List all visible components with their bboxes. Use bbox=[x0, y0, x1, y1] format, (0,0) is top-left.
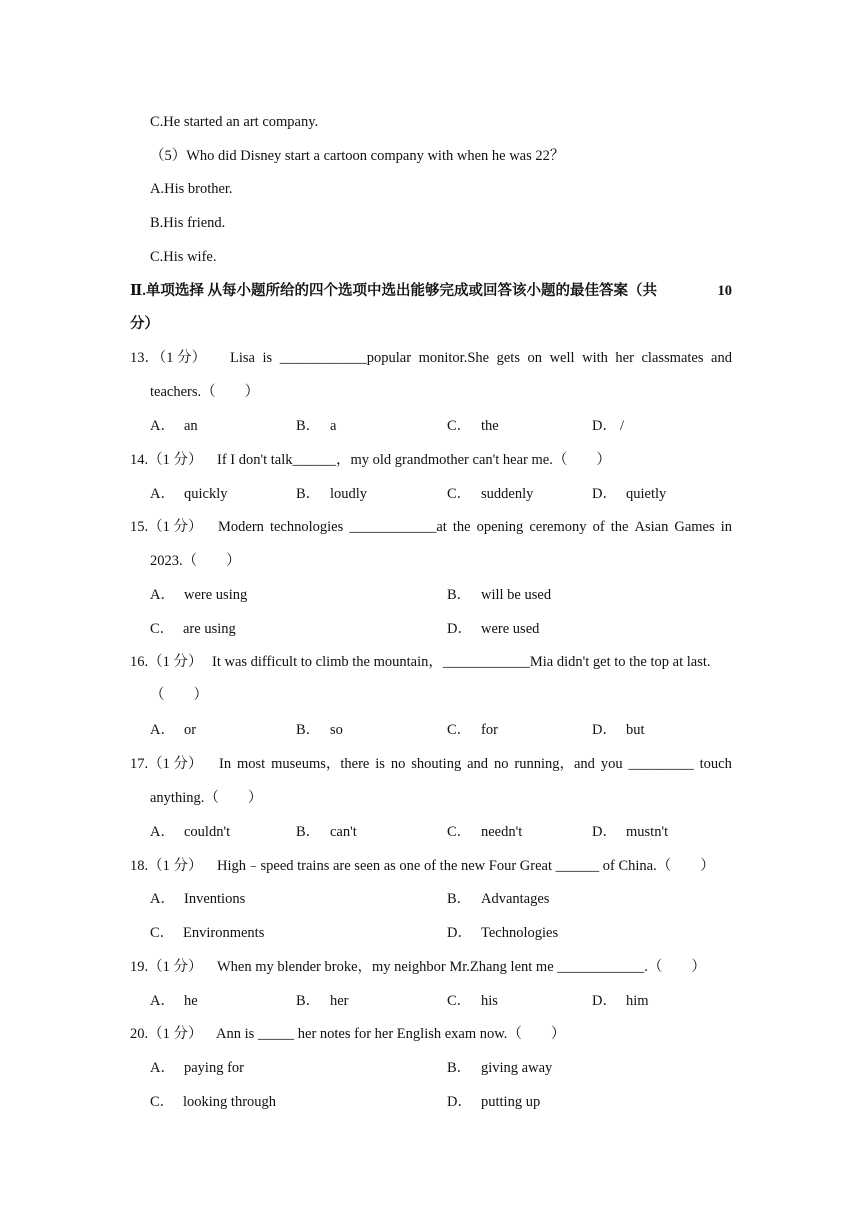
word: running，and bbox=[514, 756, 595, 772]
q17-option-a[interactable] bbox=[150, 822, 230, 842]
option-letter: C． bbox=[447, 486, 472, 502]
section-heading-text: Ⅱ.单项选择 从每小题所给的四个选项中选出能够完成或回答该小题的最佳答案（共 bbox=[130, 283, 657, 299]
q20-option-a[interactable] bbox=[150, 1058, 244, 1078]
q17-option-d[interactable] bbox=[592, 822, 668, 842]
q16-stem: It was difficult to climb the mountain，____________Mia didn't get to the top at last. bbox=[212, 654, 711, 670]
q16-option-b[interactable] bbox=[296, 720, 343, 740]
word: on bbox=[527, 350, 543, 366]
option-letter: C． bbox=[150, 621, 175, 637]
word: her bbox=[615, 350, 634, 366]
option-text: Environments bbox=[183, 925, 265, 941]
word: Games bbox=[674, 519, 715, 535]
word: well bbox=[549, 350, 575, 366]
q19-option-b[interactable] bbox=[296, 991, 349, 1011]
option-text: looking through bbox=[183, 1094, 277, 1110]
q17-option-c[interactable] bbox=[447, 822, 522, 842]
word: shouting bbox=[411, 756, 462, 772]
option-text: were used bbox=[481, 621, 540, 637]
q13-stem bbox=[230, 348, 732, 368]
option-letter: A． bbox=[150, 486, 175, 502]
q13-number: 13．（1 分） bbox=[130, 350, 207, 366]
word: of bbox=[592, 519, 605, 535]
option-text: needn't bbox=[481, 824, 523, 840]
option-letter: D． bbox=[592, 824, 617, 840]
word: ceremony bbox=[529, 519, 587, 535]
reading-q4-option-c: C.He started an art company. bbox=[150, 114, 319, 130]
q20-option-c[interactable] bbox=[150, 1092, 276, 1112]
q16-option-c[interactable] bbox=[447, 720, 498, 740]
reading-q5-option-b: B.His friend. bbox=[150, 215, 226, 231]
option-letter: A． bbox=[150, 587, 175, 603]
option-text: putting up bbox=[481, 1094, 541, 1110]
q13-option-c[interactable] bbox=[447, 416, 499, 436]
word: In bbox=[219, 756, 232, 772]
q19-stem: When my blender broke，my neighbor Mr.Zhang lent me ____________.（ ） bbox=[217, 959, 706, 975]
option-letter: B． bbox=[296, 993, 321, 1009]
option-text: an bbox=[184, 418, 198, 434]
word: touch bbox=[699, 756, 732, 772]
q15-number: 15.（1 分） bbox=[130, 519, 203, 535]
q15-option-b[interactable] bbox=[447, 585, 551, 605]
q18-number: 18.（1 分） bbox=[130, 858, 203, 874]
option-letter: D． bbox=[592, 486, 617, 502]
q15-stem bbox=[218, 517, 732, 537]
q18-option-a[interactable] bbox=[150, 889, 245, 909]
word: most bbox=[237, 756, 266, 772]
q16-number: 16.（1 分） bbox=[130, 654, 203, 670]
word: and bbox=[467, 756, 489, 772]
q15-option-a[interactable] bbox=[150, 585, 247, 605]
word: ____________popular bbox=[279, 350, 412, 366]
option-text: paying for bbox=[184, 1060, 244, 1076]
q15-option-c[interactable] bbox=[150, 619, 236, 639]
word: monitor.She bbox=[418, 350, 490, 366]
option-text: are using bbox=[183, 621, 236, 637]
option-text: but bbox=[626, 722, 645, 738]
q20-stem: Ann is _____ her notes for her English exam now.（ ） bbox=[216, 1026, 566, 1042]
word: _________ bbox=[628, 756, 694, 772]
option-letter: D． bbox=[447, 621, 472, 637]
option-text: couldn't bbox=[184, 824, 231, 840]
option-text: mustn't bbox=[626, 824, 669, 840]
q13-option-b[interactable] bbox=[296, 416, 336, 436]
option-letter: A． bbox=[150, 722, 175, 738]
word: gets bbox=[496, 350, 520, 366]
option-text: giving away bbox=[481, 1060, 553, 1076]
section-heading-score: 10 bbox=[717, 283, 732, 299]
option-text: were using bbox=[184, 587, 248, 603]
option-letter: A． bbox=[150, 418, 175, 434]
q14-stem: If I don't talk______，my old grandmother can't hear me.（ ） bbox=[217, 452, 611, 468]
option-letter: B． bbox=[447, 587, 472, 603]
option-text: suddenly bbox=[481, 486, 534, 502]
word: in bbox=[720, 519, 732, 535]
option-text: he bbox=[184, 993, 198, 1009]
q14-option-b[interactable] bbox=[296, 484, 367, 504]
option-letter: A． bbox=[150, 824, 175, 840]
option-letter: D． bbox=[592, 722, 617, 738]
option-letter: C． bbox=[447, 722, 472, 738]
word: Asian bbox=[634, 519, 669, 535]
reading-q5-option-c: C.His wife. bbox=[150, 249, 217, 265]
q14-option-c[interactable] bbox=[447, 484, 533, 504]
option-text: her bbox=[330, 993, 349, 1009]
option-text: the bbox=[481, 418, 499, 434]
option-letter: C． bbox=[150, 1094, 175, 1110]
option-letter: C． bbox=[447, 824, 472, 840]
q18-option-b[interactable] bbox=[447, 889, 549, 909]
option-letter: B． bbox=[296, 486, 321, 502]
word: you bbox=[600, 756, 623, 772]
option-text: so bbox=[330, 722, 343, 738]
word: with bbox=[582, 350, 608, 366]
option-text: quickly bbox=[184, 486, 228, 502]
q14-option-d[interactable] bbox=[592, 484, 666, 504]
option-text: quietly bbox=[626, 486, 667, 502]
q17-stem-cont: anything.（ ） bbox=[150, 790, 263, 806]
q18-option-c[interactable] bbox=[150, 923, 264, 943]
word: is bbox=[375, 756, 385, 772]
q19-option-a[interactable] bbox=[150, 991, 198, 1011]
q19-number: 19.（1 分） bbox=[130, 959, 203, 975]
option-text: loudly bbox=[330, 486, 368, 502]
q20-number: 20.（1 分） bbox=[130, 1026, 203, 1042]
option-text: Technologies bbox=[481, 925, 559, 941]
option-text: will be used bbox=[481, 587, 552, 603]
reading-q5-stem: （5）Who did Disney start a cartoon company with when he was 22？ bbox=[150, 148, 565, 164]
option-letter: B． bbox=[296, 824, 321, 840]
q15-option-d[interactable] bbox=[447, 619, 539, 639]
q16-stem-cont: （ ） bbox=[150, 687, 208, 703]
option-letter: D． bbox=[447, 925, 472, 941]
word: is bbox=[262, 350, 273, 366]
option-text: for bbox=[481, 722, 498, 738]
word: no bbox=[493, 756, 509, 772]
option-text: can't bbox=[330, 824, 357, 840]
word: technologies bbox=[269, 519, 344, 535]
q18-option-d[interactable] bbox=[447, 923, 558, 943]
option-text: his bbox=[481, 993, 498, 1009]
option-letter: B． bbox=[447, 891, 472, 907]
section-heading-cont: 分） bbox=[130, 316, 159, 332]
q13-stem-cont: teachers.（ ） bbox=[150, 384, 260, 400]
option-text: Inventions bbox=[184, 891, 246, 907]
q13-option-d[interactable] bbox=[592, 416, 624, 436]
word: ____________at bbox=[349, 519, 447, 535]
word: opening bbox=[476, 519, 524, 535]
option-letter: B． bbox=[296, 418, 321, 434]
option-letter: D． bbox=[592, 993, 617, 1009]
q19-option-d[interactable] bbox=[592, 991, 649, 1011]
q14-option-a[interactable] bbox=[150, 484, 228, 504]
word: classmates bbox=[641, 350, 704, 366]
word: Modern bbox=[218, 519, 264, 535]
option-text: or bbox=[184, 722, 197, 738]
option-letter: B． bbox=[447, 1060, 472, 1076]
q14-number: 14.（1 分） bbox=[130, 452, 203, 468]
q13-option-a[interactable] bbox=[150, 416, 198, 436]
option-letter: A． bbox=[150, 1060, 175, 1076]
word: the bbox=[452, 519, 471, 535]
q18-stem: High﹣speed trains are seen as one of the new Four Great ______ of China.（ ） bbox=[217, 858, 715, 874]
q17-number: 17.（1 分） bbox=[130, 756, 203, 772]
q16-option-a[interactable] bbox=[150, 720, 196, 740]
option-text: / bbox=[620, 418, 625, 434]
section-heading bbox=[130, 281, 732, 301]
option-letter: B． bbox=[296, 722, 321, 738]
option-text: Advantages bbox=[481, 891, 550, 907]
option-letter: C． bbox=[447, 418, 472, 434]
word: Lisa bbox=[230, 350, 255, 366]
q15-stem-cont: 2023.（ ） bbox=[150, 553, 241, 569]
option-text: him bbox=[626, 993, 649, 1009]
option-letter: D． bbox=[592, 418, 617, 434]
word: museums，there bbox=[271, 756, 370, 772]
q16-option-d[interactable] bbox=[592, 720, 645, 740]
word: no bbox=[390, 756, 406, 772]
q20-option-d[interactable] bbox=[447, 1092, 540, 1112]
q20-option-b[interactable] bbox=[447, 1058, 552, 1078]
option-letter: C． bbox=[447, 993, 472, 1009]
word: the bbox=[610, 519, 629, 535]
reading-q5-option-a: A.His brother. bbox=[150, 181, 233, 197]
q17-stem bbox=[219, 754, 732, 774]
option-letter: C． bbox=[150, 925, 175, 941]
q19-option-c[interactable] bbox=[447, 991, 498, 1011]
q17-option-b[interactable] bbox=[296, 822, 357, 842]
option-letter: D． bbox=[447, 1094, 472, 1110]
option-letter: A． bbox=[150, 891, 175, 907]
option-letter: A． bbox=[150, 993, 175, 1009]
word: and bbox=[711, 350, 732, 366]
option-text: a bbox=[330, 418, 337, 434]
